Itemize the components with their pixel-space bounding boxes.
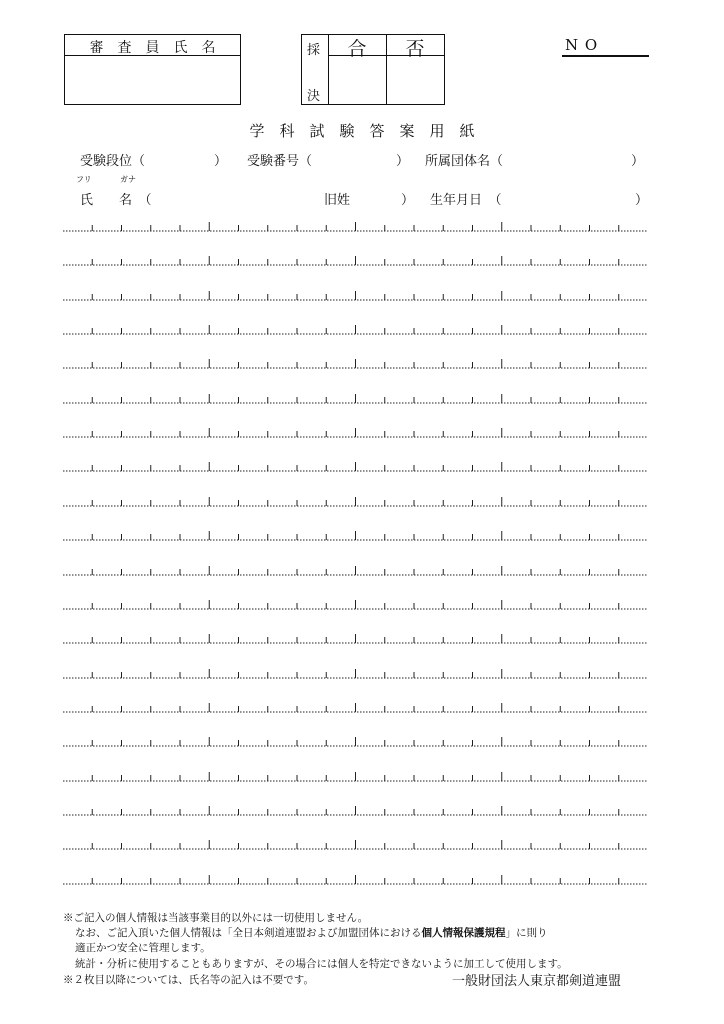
birth-close: ）	[635, 193, 649, 208]
furigana-label-2: ガナ	[120, 175, 136, 184]
privacy-regulation-name: 個人情報保護規程	[421, 927, 506, 939]
fail-label: 否	[405, 38, 425, 60]
organization-name: 一般財団法人東京都剣道連盟	[452, 974, 622, 989]
judgement-label-top: 採	[307, 43, 321, 58]
page-title: 学 科 試 験 答 案 用 紙	[249, 122, 475, 140]
examno-close: ）	[396, 154, 410, 169]
privacy-note-1: ※ご記入の個人情報は当該事業目的以外には一切使用しません。	[63, 912, 369, 924]
privacy-note-2a: なお、ご記入頂いた個人情報は「全日本剣道連盟および加盟団体における	[75, 927, 422, 939]
privacy-note-2	[75, 925, 548, 940]
name-label: 氏 名 （	[80, 193, 152, 208]
second-page-note: ※２枚目以降については、氏名等の記入は不要です。	[63, 974, 314, 986]
privacy-note-3: 適正かつ安全に管理します。	[75, 942, 211, 954]
pass-label: 合	[347, 38, 367, 60]
rank-label: 受験段位（	[80, 154, 146, 169]
privacy-note-2c: 」に則り	[505, 927, 548, 939]
number-label: N O	[565, 36, 599, 54]
org-label: 所属団体名（	[425, 154, 504, 169]
furigana-label-1: フリ	[76, 175, 92, 184]
examno-label: 受験番号（	[247, 154, 313, 169]
maiden-label: 旧姓	[324, 193, 351, 208]
judgement-label-bottom: 決	[307, 89, 321, 104]
rank-close: ）	[214, 154, 228, 169]
birth-label: 生年月日 （	[430, 193, 502, 208]
examiner-header: 審 査 員 氏 名	[89, 40, 216, 56]
maiden-close: ）	[401, 193, 415, 208]
privacy-note-4: 統計・分析に使用することもありますが、その場合には個人を特定できないように加工して使用します。	[75, 958, 568, 970]
org-close: ）	[631, 154, 645, 169]
